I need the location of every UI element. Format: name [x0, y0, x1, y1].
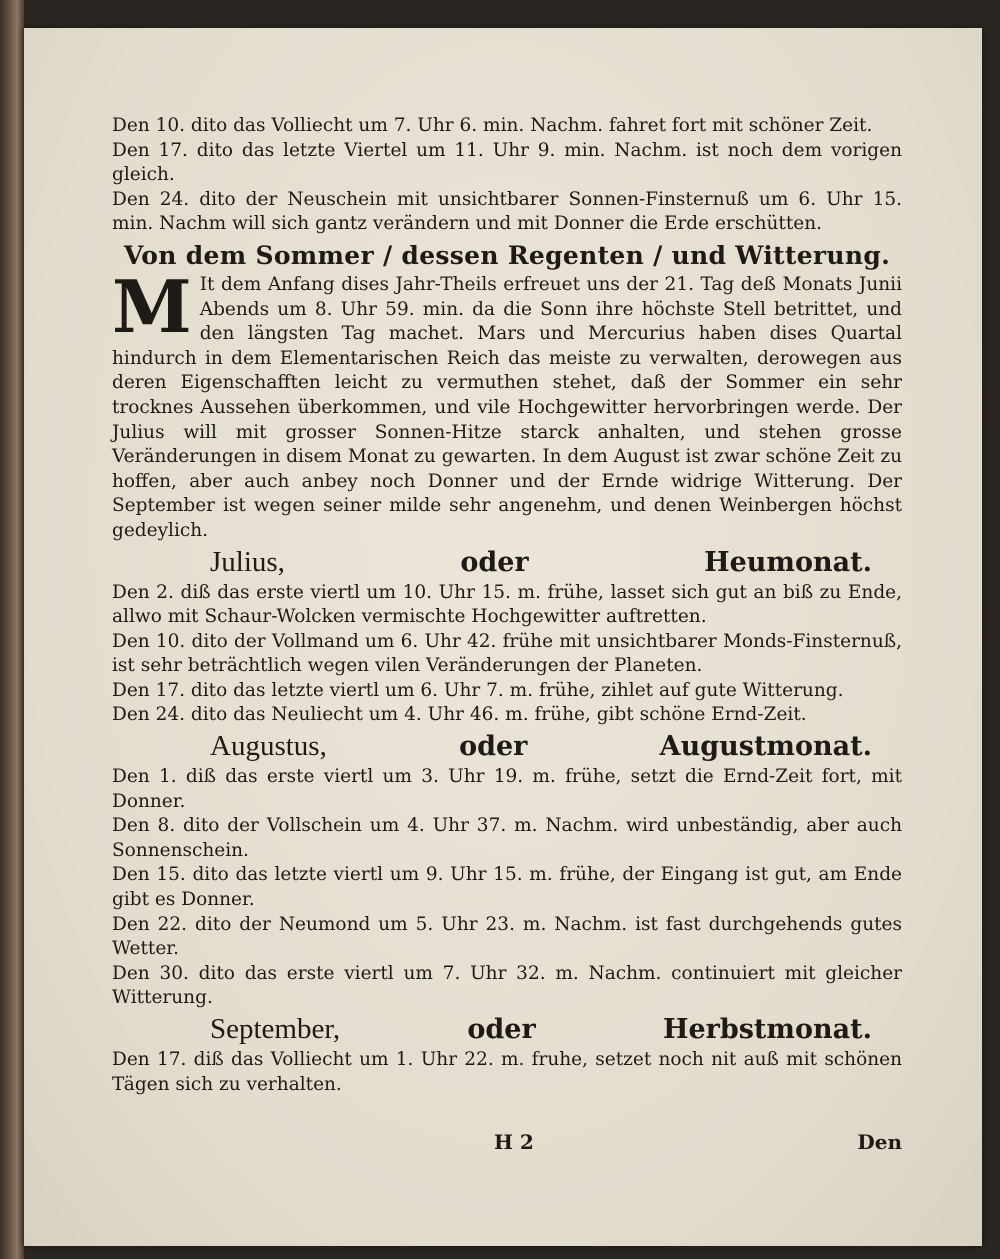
month-latin: September,: [210, 1013, 341, 1045]
entry-line: Den 10. dito der Vollmand um 6. Uhr 42. frühe mit unsichtbarer Monds-Finsternuß, ist sehr beträchtlich wegen vilen Veränderungen der Planeten.: [112, 630, 902, 677]
entry-line: Den 30. dito das erste viertl um 7. Uhr 32. m. Nachm. continuiert mit gleicher Witterung.: [112, 962, 902, 1009]
entry-line: Den 15. dito das letzte viertl um 9. Uhr 15. m. frühe, der Eingang ist gut, am Ende gibt es Donner.: [112, 864, 902, 911]
book-gutter: [0, 0, 24, 1259]
catchword: Den: [857, 1130, 902, 1154]
month-german: Herbstmonat.: [662, 1014, 872, 1045]
entry-line: Den 2. diß das erste viertl um 10. Uhr 15. m. frühe, lasset sich gut an biß zu Ende, allwo mit Schaur-Wolcken vermischte Hochgewitter auftretten.: [112, 581, 902, 628]
book-page: [24, 28, 982, 1246]
month-german: Heumonat.: [704, 546, 872, 578]
entry-line: Den 24. dito der Neuschein mit unsichtbarer Sonnen-Finsternuß um 6. Uhr 15. min. Nachm will sich gantz verändern und mit Donner die Erde erschütten.: [112, 188, 902, 235]
month-heading-julius: [210, 544, 872, 581]
summer-paragraph-text: It dem Anfang dises Jahr-Theils erfreuet uns der 21. Tag deß Monats Junii Abends um 8. Uhr 59. min. da die Sonn ihre höchste Stell betrittet, und den längsten Tag machet. Mars und Mercurius haben dises Quartal hindurch in dem Elementarischen Reich das meiste zu verwalten, derowegen aus deren Eigenschafften leicht zu vermuthen stehet, daß der Sommer ein sehr trocknes Aussehen überkommen, und vile Hochgewitter hervorbringen werde. Der Julius will mit grosser Sonnen-Hitze starck anhalten, und stehen grosse Veränderungen in disem Monat zu gewarten. In dem August ist zwar schöne Zeit zu hoffen, aber auch anbey noch Donner und der Ernde widrige Witterung. Der September ist wegen seiner milde sehr angenehm, und denen Weinbergen höchst gedeylich.: [112, 273, 902, 541]
entry-line: Den 24. dito das Neuliecht um 4. Uhr 46. m. frühe, gibt schöne Ernd-Zeit.: [112, 704, 807, 726]
month-latin: Augustus,: [210, 730, 327, 763]
page-footer: [112, 1130, 902, 1160]
month-oder: oder: [467, 1014, 536, 1045]
entry-line: Den 17. diß das Volliecht um 1. Uhr 22. m. fruhe, setzet noch nit auß mit schönen Tägen sich zu verhalten.: [112, 1049, 902, 1095]
month-heading-september: [210, 1011, 872, 1048]
entry-line: Den 22. dito der Neumond um 5. Uhr 23. m. Nachm. ist fast durchgehends gutes Wetter.: [112, 913, 902, 960]
month-oder: oder: [460, 546, 529, 578]
month-german: Augustmonat.: [659, 731, 872, 763]
month-heading-augustus: [210, 728, 872, 765]
signature-mark: H 2: [494, 1130, 534, 1154]
month-latin: Julius,: [210, 545, 285, 578]
summer-heading: Von dem Sommer / dessen Regenten / und Witterung.: [123, 240, 891, 270]
drop-cap: M: [112, 263, 192, 349]
entry-line: Den 17. dito das letzte viertl um 6. Uhr 7. m. frühe, zihlet auf gute Witterung.: [112, 679, 844, 701]
entry-line: Den 1. diß das erste viertl um 3. Uhr 19. m. frühe, setzt die Ernd-Zeit fort, mit Donner.: [112, 766, 902, 812]
month-oder: oder: [459, 731, 528, 763]
summer-paragraph: [112, 263, 902, 544]
page-text: [112, 114, 902, 1097]
entry-line: Den 10. dito das Volliecht um 7. Uhr 6. min. Nachm. fahret fort mit schöner Zeit.: [112, 115, 873, 136]
entry-line: Den 17. dito das letzte Viertel um 11. Uhr 9. min. Nachm. ist noch dem vorigen gleich.: [112, 139, 902, 186]
entry-line: Den 8. dito der Vollschein um 4. Uhr 37. m. Nachm. wird unbeständig, aber auch Sonnenschein.: [112, 815, 902, 861]
